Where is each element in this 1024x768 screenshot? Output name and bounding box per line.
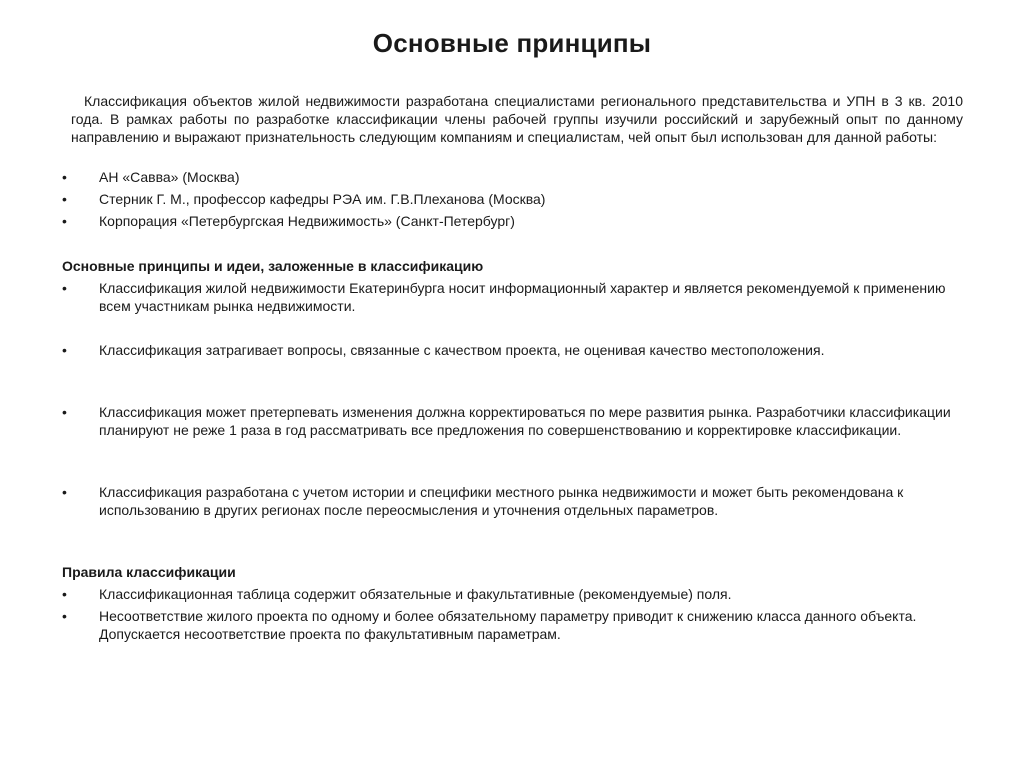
bullet-icon: • <box>62 169 67 185</box>
principle-text: Классификация жилой недвижимости Екатеринбурга носит информационный характер и является рекомендуемой к применению всем участникам рынка недвижимости. <box>99 280 946 314</box>
rule-text: Классификационная таблица содержит обязательные и факультативные (рекомендуемые) поля. <box>99 586 732 602</box>
bullet-icon: • <box>62 404 67 420</box>
contributor-text: Корпорация «Петербургская Недвижимость» (Санкт-Петербург) <box>99 213 515 229</box>
principle-text: Классификация разработана с учетом истории и специфики местного рынка недвижимости и может быть рекомендована к использованию в других регионах после переосмысления и уточнения отдельных параметров. <box>99 484 904 518</box>
bullet-icon: • <box>62 484 67 500</box>
contributor-text: Стерник Г. М., профессор кафедры РЭА им. Г.В.Плеханова (Москва) <box>99 191 546 207</box>
rule-text: Несоответствие жилого проекта по одному и более обязательному параметру приводит к снижению класса данного объекта. Допускается несоответствие проекта по факультативным параметрам. <box>99 608 917 642</box>
section-heading-rules: Правила классификации <box>62 564 236 580</box>
intro-paragraph: Классификация объектов жилой недвижимости разработана специалистами регионального представительства и УПН в 3 кв. 2010 года. В рамках работы по разработке классификации члены рабочей группы изучили российский и зарубежный опыт по данному направлению и выражают признательность следующим компаниям и специалистам, чей опыт был использован для данной работы: <box>71 93 963 145</box>
bullet-icon: • <box>62 191 67 207</box>
bullet-icon: • <box>62 280 67 296</box>
principle-text: Классификация может претерпевать изменения должна корректироваться по мере развития рынка. Разработчики классификации планируют не реже 1 раза в год рассматривать все предложения по совершенствованию и корректировке классификации. <box>99 404 951 438</box>
bullet-icon: • <box>62 608 67 624</box>
bullet-icon: • <box>62 342 67 358</box>
bullet-icon: • <box>62 213 67 229</box>
contributor-text: АН «Савва» (Москва) <box>99 169 240 185</box>
principle-text: Классификация затрагивает вопросы, связанные с качеством проекта, не оценивая качество местоположения. <box>99 342 825 358</box>
bullet-icon: • <box>62 586 67 602</box>
page-title: Основные принципы <box>372 28 652 58</box>
section-heading-principles: Основные принципы и идеи, заложенные в классификацию <box>62 258 484 274</box>
